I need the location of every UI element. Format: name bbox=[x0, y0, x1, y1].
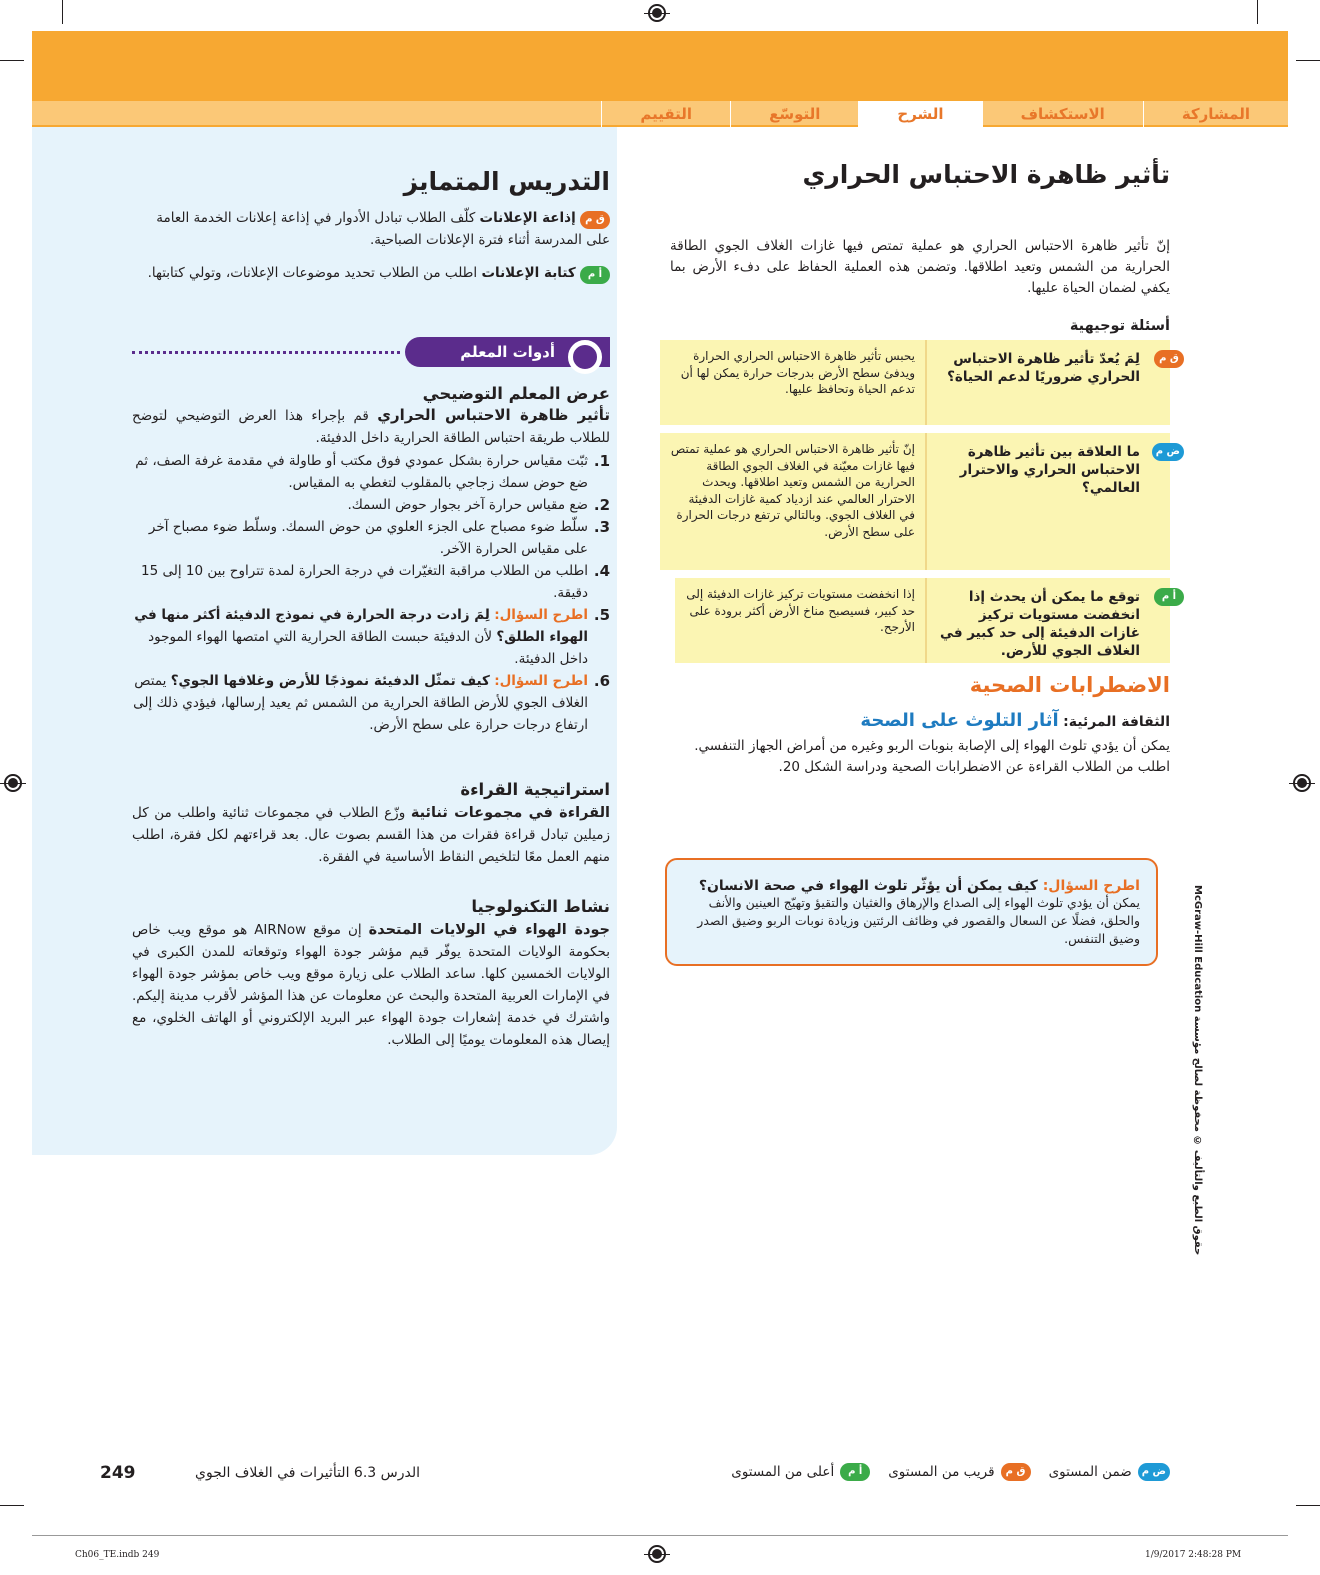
legend-label: أعلى من المستوى bbox=[731, 1464, 835, 1480]
ask-label: اطرح السؤال: bbox=[1042, 878, 1140, 894]
diff-item-text: كلّف الطلاب تبادل الأدوار في إذاعة إعلانات الخدمة العامة على المدرسة أثناء فترة الإعلانات الصباحية. bbox=[156, 210, 610, 248]
level-badge: أ م bbox=[1154, 588, 1184, 606]
technology-activity-subtitle: جودة الهواء في الولايات المتحدة bbox=[368, 922, 610, 938]
registration-mark-icon bbox=[648, 1545, 666, 1563]
level-legend bbox=[731, 1463, 1170, 1481]
section-tabs bbox=[32, 101, 1288, 127]
registration-mark-icon bbox=[4, 774, 22, 792]
diff-item-title: كتابة الإعلانات bbox=[481, 265, 576, 281]
level-badge: ض م bbox=[1138, 1463, 1170, 1481]
demo-intro-text: قم بإجراء هذا العرض التوضيحي لتوضح للطلاب طريقة احتباس الطاقة الحرارية داخل الدفيئة. bbox=[132, 408, 610, 446]
crop-mark bbox=[1296, 1505, 1320, 1506]
demo-step bbox=[132, 604, 610, 670]
step-number: 5. bbox=[593, 606, 610, 624]
step-text: يمتص الغلاف الجوي للأرض الطاقة الحرارية من الشمس ثم يعيد إرسالها، فيؤدي ذلك إلى ارتفاع درجات حرارة على سطح الأرض. bbox=[133, 673, 588, 733]
step-number: 1. bbox=[593, 452, 610, 470]
step-question: كيف تمثّل الدفيئة نموذجًا للأرض وغلافها الجوي؟ bbox=[170, 673, 490, 689]
tab-explain[interactable]: الشرح bbox=[858, 101, 981, 127]
tab-elaborate[interactable]: التوسّع bbox=[730, 101, 858, 127]
demo-step bbox=[132, 516, 610, 560]
demo-steps bbox=[132, 450, 610, 736]
guiding-question-2 bbox=[660, 433, 1180, 570]
demo-step bbox=[132, 494, 610, 516]
answer-text: يحبس تأثير ظاهرة الاحتباس الحراري الحرارة ويدفئ سطح الأرض بدرجات حرارة يمكن لها أن تدعم الحياة وتحافظ عليها. bbox=[680, 349, 915, 396]
demo-step bbox=[132, 670, 610, 736]
ask-question: كيف يمكن أن يؤثّر تلوث الهواء في صحة الانسان؟ bbox=[698, 878, 1038, 894]
crop-mark bbox=[32, 1535, 1288, 1536]
registration-mark-icon bbox=[648, 4, 666, 22]
crop-mark bbox=[1257, 0, 1258, 24]
demo-title: عرض المعلم التوضيحي bbox=[422, 384, 610, 403]
step-question: لِمَ زادت درجة الحرارة في نموذج الدفيئة أكثر منها في الهواء الطلق؟ bbox=[134, 607, 588, 645]
reading-strategy-subtitle: القراءة في مجموعات ثنائية bbox=[410, 805, 611, 821]
registration-mark-icon bbox=[1293, 774, 1311, 792]
level-badge: ق م bbox=[1154, 350, 1184, 368]
step-text: ثبّت مقياس حرارة بشكل عمودي فوق مكتب أو طاولة في مقدمة غرفة الصف، ثم ضع حوض سمك زجاجي بالمقلوب لتغطي به المقياس. bbox=[135, 453, 588, 491]
demo-intro bbox=[132, 404, 610, 449]
ask-label: اطرح السؤال: bbox=[494, 673, 588, 689]
reading-strategy-title: استراتيجية القراءة bbox=[460, 780, 610, 799]
level-badge: ق م bbox=[1001, 1463, 1031, 1481]
ask-answer: يمكن أن يؤدي تلوث الهواء إلى الصداع والإرهاق والغثيان والتقيؤ وتهيّج العينين والأنف والحلق، فضلًا عن السعال والقصور في وظائف الرئتين وزيادة نوبات الربو وضيق الصدر وضيق التنفس. bbox=[697, 895, 1140, 946]
ask-question-box bbox=[665, 858, 1158, 966]
slug-file-info: Ch06_TE.indb 249 bbox=[75, 1550, 160, 1560]
diff-item-2 bbox=[132, 262, 610, 284]
crop-mark bbox=[0, 60, 24, 61]
visual-literacy-label: الثقافة المرئية: bbox=[1063, 714, 1170, 730]
dotted-rule bbox=[132, 351, 400, 354]
page-footer bbox=[100, 1463, 420, 1483]
visual-literacy-heading bbox=[860, 710, 1170, 731]
step-number: 3. bbox=[593, 518, 610, 536]
answer-text: إذا انخفضت مستويات تركيز غازات الدفيئة إلى حد كبير، فسيصبح مناخ الأرض أكثر برودة على الأرجح. bbox=[686, 587, 915, 634]
answer-text: إنّ تأثير ظاهرة الاحتباس الحراري هو عملية تمتص فيها غازات معيّنة في الغلاف الجوي الطاقة الحرارية من الشمس وتعيد اطلاقها. ويحدث الاحترار العالمي عند ازدياد كمية غازات الدفيئة في الغلاف الجوي. وبالتالي ترتفع درجات الحرارة على سطح الأرض. bbox=[670, 442, 915, 539]
level-badge: أ م bbox=[580, 266, 610, 284]
guiding-question-3 bbox=[675, 578, 1177, 663]
teacher-tools-banner: أدوات المعلم bbox=[405, 337, 610, 367]
diff-item-text: اطلب من الطلاب تحديد موضوعات الإعلانات، وتولي كتابتها. bbox=[147, 265, 478, 281]
crop-mark bbox=[0, 1505, 24, 1506]
reading-strategy-text bbox=[132, 802, 610, 868]
level-badge: ق م bbox=[580, 211, 610, 229]
teacher-panel bbox=[32, 127, 617, 1155]
question-text: ما العلاقة بين تأثير ظاهرة الاحتباس الحراري والاحترار العالمي؟ bbox=[959, 444, 1140, 496]
level-badge: أ م bbox=[840, 1463, 870, 1481]
ask-label: اطرح السؤال: bbox=[494, 607, 588, 623]
legend-approaching-level bbox=[888, 1463, 1030, 1481]
crop-mark bbox=[62, 0, 63, 24]
intro-paragraph: إنّ تأثير ظاهرة الاحتباس الحراري هو عملية تمتص فيها غازات الغلاف الجوي الطاقة الحرارية من الشمس وتعيد اطلاقها. وتضمن هذه العملية الحفاظ على دفء الأرض بما يكفي لضمان الحياة عليها. bbox=[670, 238, 1170, 296]
visual-literacy-title: آثار التلوث على الصحة bbox=[860, 710, 1059, 731]
legend-label: ضمن المستوى bbox=[1048, 1464, 1132, 1480]
health-disorders-heading: الاضطرابات الصحية bbox=[969, 673, 1170, 697]
demo-subtitle: تأثير ظاهرة الاحتباس الحراري bbox=[377, 406, 610, 424]
step-text: لأن الدفيئة حبست الطاقة الحرارية التي امتصها الهواء الموجود داخل الدفيئة. bbox=[148, 629, 588, 667]
diff-item-title: إذاعة الإعلانات bbox=[479, 210, 576, 226]
legend-beyond-level bbox=[731, 1463, 870, 1481]
legend-on-level bbox=[1049, 1463, 1170, 1481]
differentiated-instruction-title: التدريس المتمايز bbox=[403, 167, 610, 196]
crop-mark bbox=[1296, 60, 1320, 61]
diff-item-1 bbox=[132, 207, 610, 251]
step-number: 6. bbox=[593, 672, 610, 690]
question-text: لِمَ يُعدّ تأثير ظاهرة الاحتباس الحراري ضروريًا لدعم الحياة؟ bbox=[947, 351, 1140, 385]
tab-explore[interactable]: الاستكشاف bbox=[982, 101, 1143, 127]
step-number: 4. bbox=[593, 562, 610, 580]
slug-date-info: 1/9/2017 2:48:28 PM bbox=[1145, 1550, 1242, 1560]
lesson-label: الدرس 6.3 التأثيرات في الغلاف الجوي bbox=[195, 1465, 420, 1481]
tab-engage[interactable]: المشاركة bbox=[1143, 101, 1288, 127]
header-band bbox=[32, 31, 1288, 101]
step-text: اطلب من الطلاب مراقبة التغيّرات في درجة الحرارة لمدة تتراوح بين 10 إلى 15 دقيقة. bbox=[141, 563, 588, 601]
step-text: سلّط ضوء مصباح على الجزء العلوي من حوض السمك. وسلّط ضوء مصباح آخر على مقياس الحرارة الآخر. bbox=[148, 519, 588, 557]
student-content-column bbox=[650, 140, 1180, 980]
copyright-notice: حقوق الطبع والتأليف © محفوظة لصالح مؤسسة McGraw-Hill Education bbox=[1192, 884, 1203, 1255]
tab-evaluate[interactable]: التقييم bbox=[601, 101, 730, 127]
level-badge: ض م bbox=[1152, 443, 1184, 461]
technology-activity-body: إن موقع AIRNow هو موقع ويب خاص بحكومة الولايات المتحدة يوفّر قيم مؤشر جودة الهواء وتوقعاته للمدن الكبرى في الولايات الخمسين كلها. ساعد الطلاب على زيارة موقع ويب خاص بمؤشر جودة الهواء في الإمارات العربية المتحدة والبحث عن معلومات عن هذا المؤشر لأقرب مدينة إليكم. واشترك في خدمة إشعارات جودة الهواء عبر البريد الإلكتروني أو الهاتف الخلوي، مع إيصال هذه المعلومات يوميًا إلى الطلاب. bbox=[132, 922, 610, 1048]
legend-label: قريب من المستوى bbox=[888, 1464, 995, 1480]
guiding-question-1 bbox=[660, 340, 1179, 425]
step-number: 2. bbox=[593, 496, 610, 514]
demo-step bbox=[132, 560, 610, 604]
technology-activity-title: نشاط التكنولوجيا bbox=[471, 897, 610, 916]
page-number: 249 bbox=[100, 1463, 136, 1483]
guiding-questions-title: أسئلة توجيهية bbox=[1069, 318, 1170, 334]
teacher-tools-header bbox=[132, 337, 610, 367]
reading-strategy-body: وزّع الطلاب في مجموعات ثنائية واطلب من كل زميلين تبادل قراءة فقرات من هذا القسم بصوت عال. بعد قراءتهم لكل فقرة، اطلب منهم العمل معًا لتلخيص النقاط الأساسية في الفقرة. bbox=[132, 805, 610, 865]
demo-step bbox=[132, 450, 610, 494]
step-text: ضع مقياس حرارة آخر بجوار حوض السمك. bbox=[347, 497, 588, 513]
page-title: تأثير ظاهرة الاحتباس الحراري bbox=[802, 160, 1170, 189]
visual-literacy-text: يمكن أن يؤدي تلوث الهواء إلى الإصابة بنوبات الربو وغيره من أمراض الجهاز التنفسي. اطلب من الطلاب القراءة عن الاضطرابات الصحية ودراسة الشكل 20. bbox=[694, 738, 1170, 775]
question-text: توقع ما يمكن أن يحدث إذا انخفضت مستويات تركيز غازات الدفيئة إلى حد كبير في الغلاف الجوي للأرض. bbox=[940, 589, 1140, 659]
technology-activity-text bbox=[132, 919, 610, 1051]
